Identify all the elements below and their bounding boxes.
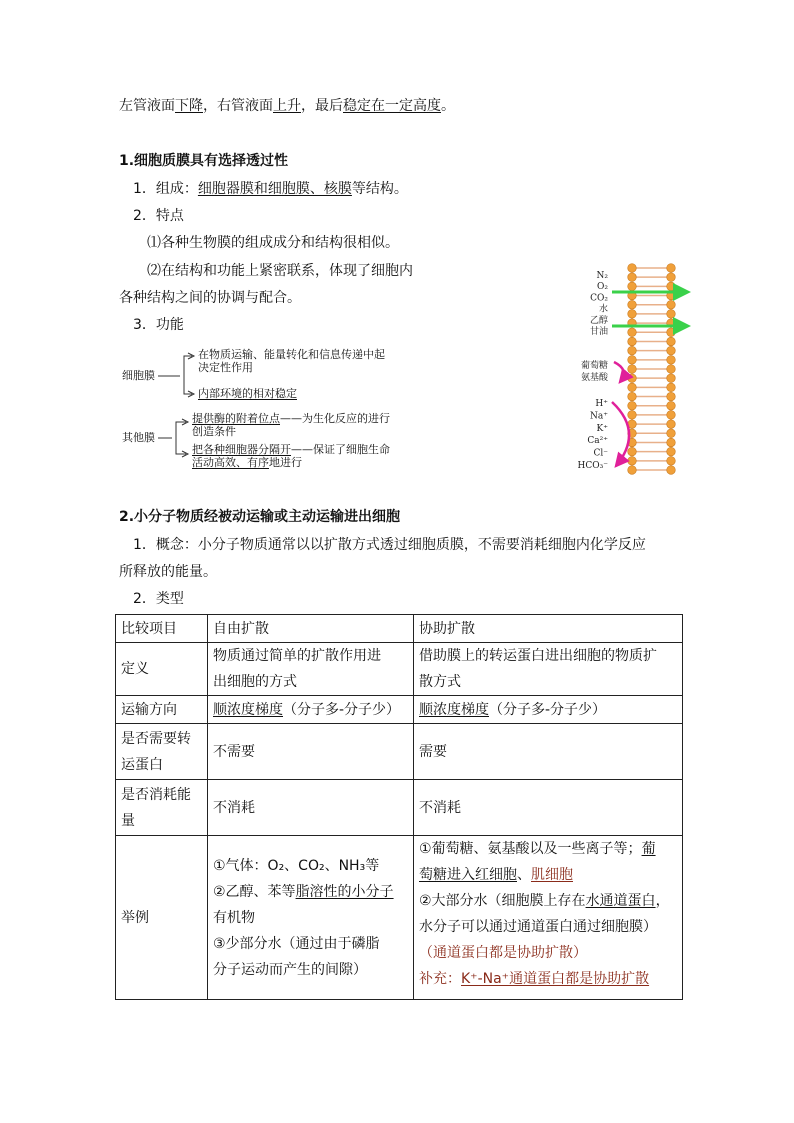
membrane-label-ion: K⁺ <box>596 423 608 434</box>
examples-assisted-line6a: 补充： <box>419 971 461 987</box>
energy-assisted: 不消耗 <box>414 780 683 836</box>
lipid-head <box>667 401 676 410</box>
intro-rise: 上升 <box>273 98 301 114</box>
row-label: 定义 <box>116 643 208 696</box>
lipid-head <box>667 392 676 401</box>
examples-assisted-line1a: ①葡萄糖、氨基酸以及一些离子等； <box>419 841 642 857</box>
examples-assisted-line3c: ， <box>655 893 670 909</box>
table-row-examples <box>116 836 683 1000</box>
lipid-head <box>628 466 637 475</box>
intro-text: 。 <box>441 98 455 114</box>
membrane-label-small-molecule: O₂ <box>597 282 608 293</box>
definition-free <box>208 643 414 696</box>
lipid-head <box>667 273 676 282</box>
row-label: 举例 <box>116 836 208 1000</box>
cell-membrane-label: 细胞膜 <box>122 369 155 382</box>
examples-free-line2 <box>213 879 408 905</box>
magenta-arrow <box>612 402 629 466</box>
membrane-label-small-molecule: 乙醇 <box>589 315 608 326</box>
examples-assisted-line3b: 水通道蛋白 <box>585 893 656 909</box>
features-label: 2．特点 <box>133 208 184 224</box>
definition-free-line1: 物质通过简单的扩散作用进 <box>213 648 381 664</box>
membrane-label-small-molecule: CO₂ <box>590 293 608 304</box>
intro-line <box>119 96 455 116</box>
row-label <box>116 724 208 780</box>
examples-assisted-line3a: ②大部分水（细胞膜上存在 <box>419 893 586 909</box>
lipid-head <box>628 365 637 374</box>
examples-assisted-line2b: 、 <box>517 867 531 883</box>
examples-assisted-line3 <box>419 888 677 914</box>
examples-free-line2b: 脂溶性的小分子 <box>295 883 394 900</box>
lipid-head <box>667 282 676 291</box>
om-item1-key: 提供酶的附着位点 <box>192 412 280 425</box>
membrane-label-sugar-amino: 氨基酸 <box>580 373 608 383</box>
examples-assisted-line2 <box>419 862 677 888</box>
section1-heading: 1.细胞质膜具有选择透过性 <box>119 153 289 169</box>
lipid-head <box>667 420 676 429</box>
header-free: 自由扩散 <box>208 615 414 643</box>
examples-assisted-line2a: 萄糖进入红细胞 <box>419 867 517 883</box>
protein-label-line2: 运蛋白 <box>121 756 163 773</box>
lipid-head <box>667 337 676 346</box>
composition-label: 1．组成： <box>133 181 198 197</box>
row-label <box>116 780 208 836</box>
lipid-head <box>667 457 676 466</box>
protein-free: 不需要 <box>208 724 414 780</box>
membrane-label-ion: Ca²⁺ <box>587 436 608 447</box>
examples-free <box>208 836 414 1000</box>
lipid-head <box>628 310 637 319</box>
feature-2-line1: ⑵在结构和功能上紧密联系，体现了细胞内 <box>147 263 413 279</box>
lipid-head <box>667 447 676 456</box>
lipid-head <box>667 356 676 365</box>
table-row-energy <box>116 780 683 836</box>
examples-free-line4: ③少部分水（通过由于磷脂 <box>213 935 380 952</box>
section2-heading: 2.小分子物质经被动运输或主动运输进出细胞 <box>119 509 401 525</box>
membrane-label-ion: HCO₃⁻ <box>577 461 608 471</box>
membrane-label-ion: Cl⁻ <box>593 448 608 459</box>
feature-1: ⑴各种生物膜的组成成分和结构很相似。 <box>147 235 399 251</box>
lipid-head <box>667 466 676 475</box>
examples-assisted-line6 <box>419 966 677 992</box>
direction-assisted-tail: （分子多-分子少） <box>489 701 607 718</box>
composition-line <box>133 179 408 199</box>
examples-free-line1: ①气体：O₂、CO₂、NH₃等 <box>213 857 380 874</box>
other-membrane-label: 其他膜 <box>122 431 155 444</box>
table-row-definition <box>116 643 683 696</box>
concept-line2: 所释放的能量。 <box>119 564 217 580</box>
row-label: 运输方向 <box>116 696 208 724</box>
lipid-head <box>628 346 637 355</box>
cm-item2: 内部环境的相对稳定 <box>198 387 297 400</box>
lipid-head <box>628 282 637 291</box>
table-row-protein <box>116 724 683 780</box>
om-item2-key2: 活动高效、有序 <box>192 456 269 469</box>
table-header-row <box>116 615 683 643</box>
lipid-head <box>628 401 637 410</box>
om-item2-text: ——保证了细胞生命 <box>291 443 390 456</box>
direction-assisted <box>414 696 683 724</box>
composition-tail: 等结构。 <box>351 181 408 197</box>
lipid-head <box>667 346 676 355</box>
header-item: 比较项目 <box>116 615 208 643</box>
intro-fall: 下降 <box>175 98 203 114</box>
definition-assisted-line2: 散方式 <box>419 674 461 690</box>
cm-item1-line1: 在物质运输、能量转化和信息传递中起 <box>198 348 385 361</box>
comparison-table <box>115 614 683 1000</box>
lipid-head <box>667 383 676 392</box>
types-label: 2．类型 <box>133 591 184 607</box>
om-item1-line2: 创造条件 <box>192 425 236 438</box>
lipid-head <box>667 411 676 420</box>
lipid-head <box>628 337 637 346</box>
energy-label-line1: 是否消耗能 <box>121 786 191 803</box>
cm-item1-line2: 决定性作用 <box>198 361 253 374</box>
lipid-head <box>628 411 637 420</box>
examples-assisted-line2c: 肌细胞 <box>531 867 573 883</box>
energy-free: 不消耗 <box>208 780 414 836</box>
direction-assisted-key: 顺浓度梯度 <box>419 701 489 718</box>
membrane-figure <box>568 262 698 477</box>
examples-assisted-line4: 水分子可以通过通道蛋白通过细胞膜） <box>419 919 657 935</box>
table-row-direction <box>116 696 683 724</box>
direction-free-key: 顺浓度梯度 <box>213 701 283 718</box>
lipid-head <box>628 356 637 365</box>
om-item1-line1 <box>192 412 390 426</box>
membrane-label-ion: H⁺ <box>595 399 608 409</box>
om-item1-text: ——为生化反应的进行 <box>280 412 390 425</box>
intro-text: ，最后 <box>301 98 343 114</box>
om-item2-key: 把各种细胞器分隔开 <box>192 443 291 456</box>
function-diagram <box>118 342 388 472</box>
composition-value: 细胞器膜和细胞膜、核膜 <box>197 181 352 197</box>
magenta-arrow <box>614 362 624 382</box>
direction-free-tail: （分子多-分子少） <box>283 701 401 718</box>
lipid-head <box>628 300 637 309</box>
examples-assisted-line6b: K⁺-Na⁺通道蛋白都是协助扩散 <box>461 971 650 987</box>
lipid-head <box>667 310 676 319</box>
examples-free-line5: 分子运动而产生的间隙） <box>213 961 367 978</box>
membrane-label-small-molecule: 水 <box>598 304 608 315</box>
lipid-head <box>667 438 676 447</box>
lipid-head <box>628 374 637 383</box>
om-item2-line1 <box>192 443 390 457</box>
lipid-head <box>667 328 676 337</box>
lipid-head <box>667 365 676 374</box>
membrane-label-sugar-amino: 葡萄糖 <box>580 361 608 371</box>
energy-label-line2: 量 <box>121 812 135 829</box>
examples-free-line2a: ②乙醇、苯等 <box>213 883 296 900</box>
intro-text: ，右管液面 <box>203 98 273 114</box>
lipid-head <box>628 447 637 456</box>
examples-assisted <box>414 836 683 1000</box>
intro-stable: 稳定在一定高度 <box>343 98 441 114</box>
lipid-head <box>628 383 637 392</box>
lipid-head <box>628 264 637 273</box>
lipid-head <box>667 264 676 273</box>
lipid-head <box>628 273 637 282</box>
direction-free <box>208 696 414 724</box>
om-item2-text2: 地进行 <box>269 456 302 469</box>
header-assisted: 协助扩散 <box>414 615 683 643</box>
membrane-label-small-molecule: N₂ <box>596 271 608 281</box>
examples-assisted-line1 <box>419 836 677 862</box>
lipid-head <box>667 429 676 438</box>
feature-2-line2: 各种结构之间的协调与配合。 <box>119 290 301 306</box>
membrane-label-ion: Na⁺ <box>590 411 608 422</box>
examples-free-line3: 有机物 <box>213 909 255 926</box>
definition-free-line2: 出细胞的方式 <box>213 674 297 690</box>
concept-line1: 1．概念：小分子物质通常以以扩散方式透过细胞质膜，不需要消耗细胞内化学反应 <box>133 537 646 553</box>
protein-assisted: 需要 <box>414 724 683 780</box>
lipid-head <box>628 392 637 401</box>
membrane-label-small-molecule: 甘油 <box>589 327 608 337</box>
lipid-head <box>667 374 676 383</box>
examples-assisted-line5: （通道蛋白都是协助扩散） <box>419 945 587 961</box>
definition-assisted-line1: 借助膜上的转运蛋白进出细胞的物质扩 <box>419 648 657 664</box>
protein-label-line1: 是否需要转 <box>121 730 191 747</box>
examples-assisted-line1b: 葡 <box>641 841 656 857</box>
function-label: 3．功能 <box>133 317 184 333</box>
membrane-svg <box>568 262 698 477</box>
om-item2-line2 <box>192 456 302 470</box>
definition-assisted <box>414 643 683 696</box>
lipid-head <box>667 300 676 309</box>
intro-text: 左管液面 <box>119 98 175 114</box>
lipid-head <box>628 328 637 337</box>
lipid-head <box>628 457 637 466</box>
